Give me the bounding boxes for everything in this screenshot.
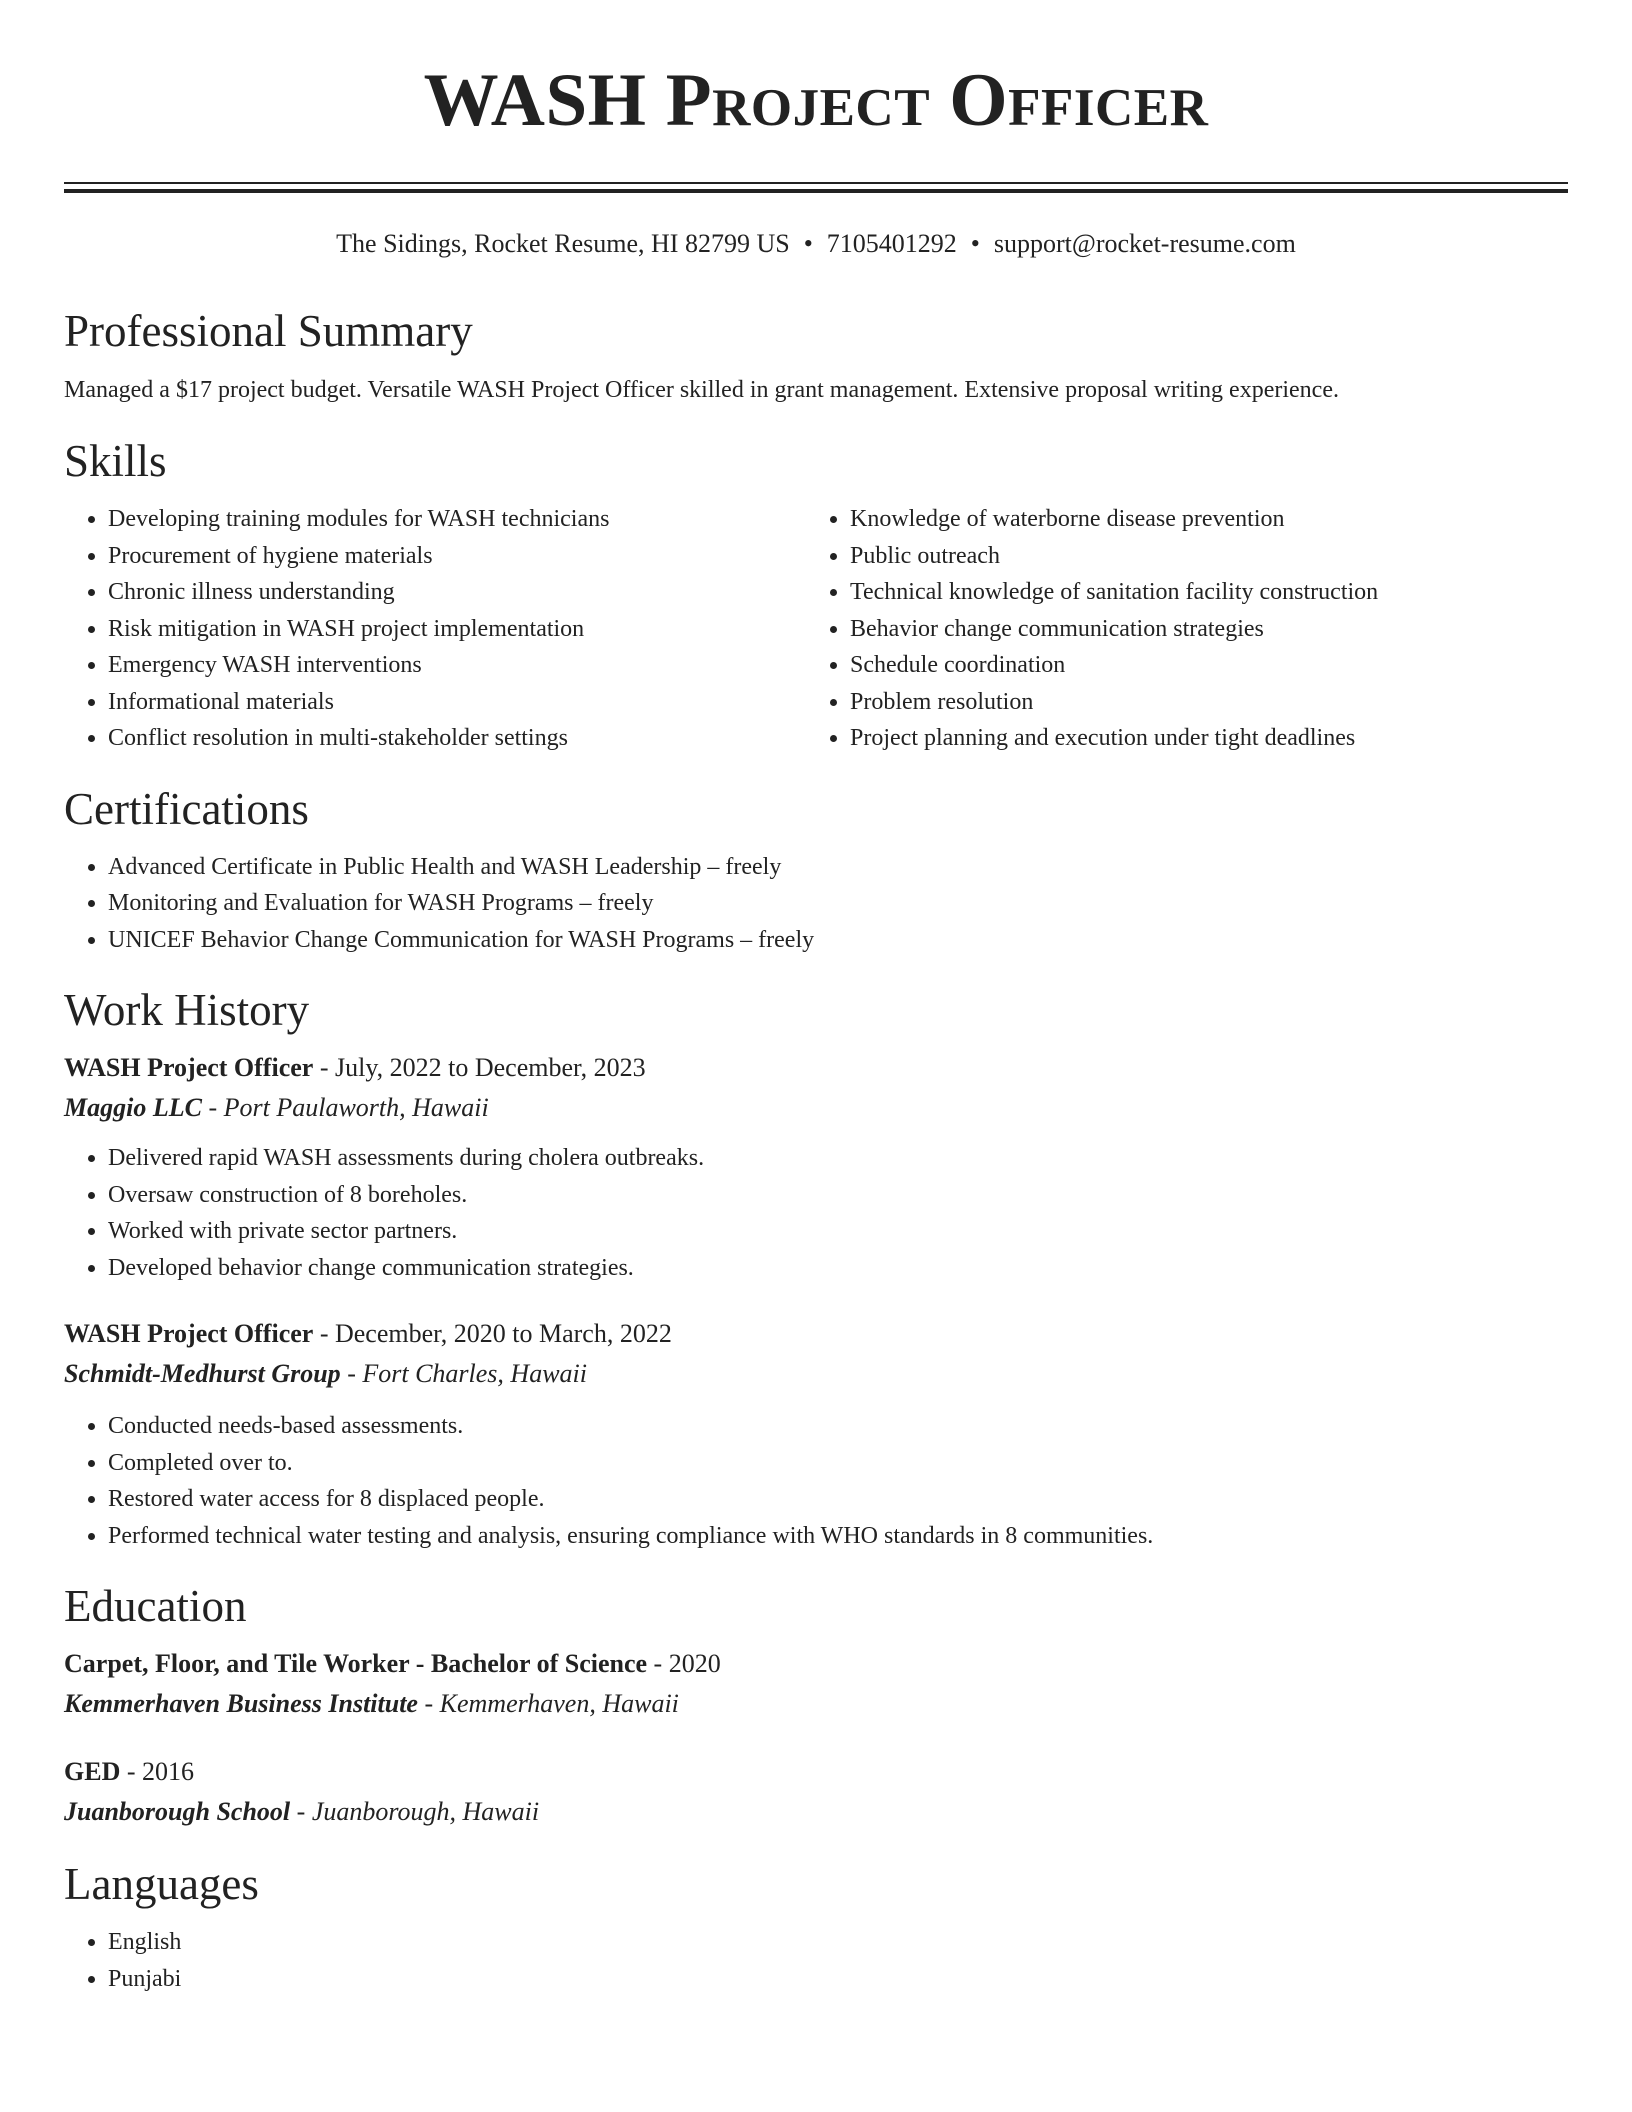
job-bullet: • Delivered rapid WASH assessments during cholera outbreaks. — [108, 1140, 1568, 1177]
section-heading-work-history: Work History — [64, 985, 310, 1035]
skill-item: • Procurement of hygiene materials — [108, 538, 806, 575]
skills-grid — [64, 501, 1568, 757]
section-heading-education: Education — [64, 1581, 247, 1631]
language-item: • English — [108, 1924, 1568, 1961]
skill-item: • Chronic illness understanding — [108, 574, 806, 611]
job-location: Fort Charles, Hawaii — [362, 1359, 587, 1388]
education-degree-line: Carpet, Floor, and Tile Worker - Bachelor of Science - 2020 — [64, 1649, 721, 1678]
certification-item: • UNICEF Behavior Change Communication for WASH Programs – freely — [108, 922, 1568, 959]
skill-item: • Emergency WASH interventions — [108, 647, 806, 684]
contact-address: The Sidings, Rocket Resume, HI 82799 US — [336, 229, 790, 258]
education-degree-line: GED - 2016 — [64, 1757, 195, 1786]
education-school-line: Juanborough School - Juanborough, Hawaii — [64, 1797, 540, 1826]
job-title: WASH Project Officer — [64, 1319, 314, 1348]
skills-column-left — [64, 501, 806, 757]
education-entry — [64, 1752, 1568, 1832]
job-title: WASH Project Officer — [64, 1053, 314, 1082]
job-company-line: Maggio LLC - Port Paulaworth, Hawaii — [64, 1093, 489, 1122]
skills-list-right — [806, 501, 1548, 757]
contact-line — [64, 227, 1568, 261]
skill-item: • Developing training modules for WASH technicians — [108, 501, 806, 538]
job-entry — [64, 1048, 1568, 1286]
section-heading-skills: Skills — [64, 436, 167, 486]
skill-item: • Knowledge of waterborne disease prevention — [850, 501, 1548, 538]
skill-item: • Schedule coordination — [850, 647, 1548, 684]
skill-item: • Problem resolution — [850, 684, 1548, 721]
job-company: Maggio LLC — [64, 1093, 202, 1122]
education-location: Kemmerhaven, Hawaii — [439, 1689, 679, 1718]
skill-item: • Project planning and execution under tight deadlines — [850, 720, 1548, 757]
languages-list — [64, 1924, 1568, 1997]
skill-item: • Public outreach — [850, 538, 1548, 575]
education-year: 2020 — [668, 1649, 721, 1678]
skills-list-left — [64, 501, 806, 757]
section-heading-certifications: Certifications — [64, 783, 309, 834]
job-company-line: Schmidt-Medhurst Group - Fort Charles, Hawaii — [64, 1359, 587, 1388]
job-bullet: • Oversaw construction of 8 boreholes. — [108, 1177, 1568, 1214]
job-location: Port Paulaworth, Hawaii — [223, 1093, 489, 1122]
education-degree: Carpet, Floor, and Tile Worker - Bachelor of Science — [64, 1649, 648, 1678]
job-entry — [64, 1314, 1568, 1554]
job-bullet: • Developed behavior change communication strategies. — [108, 1250, 1568, 1287]
education-school-line: Kemmerhaven Business Institute - Kemmerhaven, Hawaii — [64, 1689, 679, 1718]
skill-item: • Technical knowledge of sanitation facility construction — [850, 574, 1548, 611]
contact-phone: 7105401292 — [826, 229, 957, 258]
header-divider-thick — [64, 189, 1568, 193]
section-heading-summary: Professional Summary — [64, 306, 473, 356]
summary-text: Managed a $17 project budget. Versatile WASH Project Officer skilled in grant management. Extensive proposal writing experience. — [64, 377, 1339, 403]
education-degree: GED — [64, 1757, 121, 1786]
education-year: 2016 — [142, 1757, 195, 1786]
job-company: Schmidt-Medhurst Group — [64, 1359, 341, 1388]
contact-email: support@rocket-resume.com — [993, 229, 1296, 258]
education-school: Kemmerhaven Business Institute — [64, 1689, 418, 1718]
job-bullet: • Conducted needs-based assessments. — [108, 1408, 1568, 1445]
language-item: • Punjabi — [108, 1961, 1568, 1998]
job-bullet: • Completed over to. — [108, 1445, 1568, 1482]
job-title-line: WASH Project Officer - July, 2022 to December, 2023 — [64, 1053, 646, 1082]
title-rest: Project Officer — [665, 59, 1209, 142]
certification-item: • Monitoring and Evaluation for WASH Programs – freely — [108, 885, 1568, 922]
job-bullets — [64, 1140, 1568, 1286]
job-dates: December, 2020 to March, 2022 — [334, 1319, 672, 1348]
skill-item: • Behavior change communication strategies — [850, 611, 1548, 648]
education-location: Juanborough, Hawaii — [311, 1797, 540, 1826]
contact-separator: • — [803, 229, 813, 258]
job-bullet: • Performed technical water testing and analysis, ensuring compliance with WHO standards in 8 communities. — [108, 1518, 1568, 1555]
job-bullets — [64, 1408, 1568, 1554]
education-entry — [64, 1644, 1568, 1724]
skill-item: • Risk mitigation in WASH project implementation — [108, 611, 806, 648]
title-main: WASH — [423, 59, 647, 142]
header-divider-thin — [64, 182, 1568, 184]
resume-title — [64, 0, 1568, 146]
certifications-list — [64, 849, 1568, 959]
skill-item: • Conflict resolution in multi-stakeholder settings — [108, 720, 806, 757]
skill-item: • Informational materials — [108, 684, 806, 721]
education-school: Juanborough School — [64, 1797, 291, 1826]
job-title-line: WASH Project Officer - December, 2020 to March, 2022 — [64, 1319, 672, 1348]
job-bullet: • Worked with private sector partners. — [108, 1213, 1568, 1250]
skills-column-right — [806, 501, 1548, 757]
certification-item: • Advanced Certificate in Public Health and WASH Leadership – freely — [108, 849, 1568, 886]
section-heading-languages: Languages — [64, 1859, 259, 1909]
contact-separator: • — [970, 229, 980, 258]
job-dates: July, 2022 to December, 2023 — [334, 1053, 646, 1082]
job-bullet: • Restored water access for 8 displaced people. — [108, 1481, 1568, 1518]
